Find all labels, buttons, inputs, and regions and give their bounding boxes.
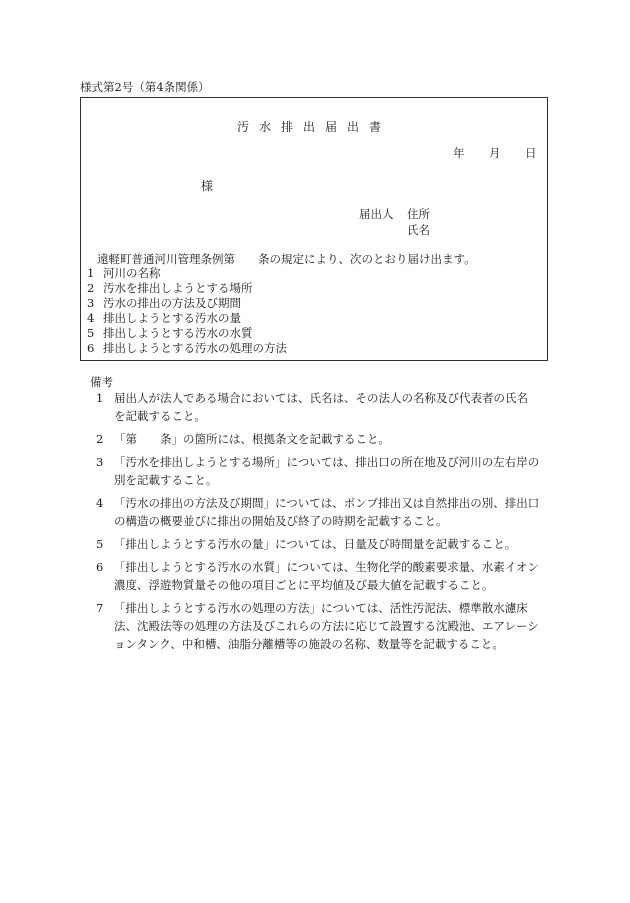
note-text: 届出人が法人である場合においては、氏名は、その法人の名称及び代表者の氏名を記載すること。 bbox=[114, 391, 528, 423]
note-number: 7 bbox=[96, 601, 104, 615]
note-item bbox=[90, 558, 550, 594]
notification-form-box bbox=[80, 97, 548, 361]
date-year-label: 年 bbox=[453, 146, 465, 160]
note-item bbox=[90, 430, 550, 448]
form-title: 汚水排出届出書 bbox=[236, 120, 391, 134]
form-item-list bbox=[87, 266, 287, 356]
date-day-label: 日 bbox=[525, 146, 537, 160]
note-number: 1 bbox=[96, 391, 104, 405]
applicant-address-label: 住所 bbox=[407, 207, 430, 221]
applicant-label: 届出人 bbox=[359, 207, 394, 221]
note-number: 5 bbox=[96, 537, 104, 551]
note-number: 6 bbox=[96, 560, 104, 574]
note-text: 「汚水を排出しようとする場所」については、排出口の所在地及び河川の左右岸の別を記載すること。 bbox=[114, 455, 540, 487]
form-item: 2 汚水を排出しようとする場所 bbox=[87, 281, 253, 295]
note-item bbox=[90, 535, 550, 553]
intro-statement: 遠軽町普通河川管理条例第 条の規定により、次のとおり届け出ます。 bbox=[97, 252, 476, 266]
note-text: 「排出しようとする汚水の処理の方法」については、活性汚泥法、標準散水濾床法、沈殿法等の処理の方法及びこれらの方法に応じて設置する沈殿池、エアレーションタンク、中和槽、油脂分離槽等の施設の名称、数量等を記載すること。 bbox=[114, 601, 539, 651]
note-text: 「排出しようとする汚水の量」については、日量及び時間量を記載すること。 bbox=[114, 537, 517, 551]
note-text: 「排出しようとする汚水の水質」については、生物化学的酸素要求量、水素イオン濃度、浮遊物質量その他の項目ごとに平均値及び最大値を記載すること。 bbox=[114, 560, 539, 592]
form-number-label: 様式第2号（第4条関係） bbox=[80, 80, 210, 94]
note-item bbox=[90, 453, 550, 489]
note-number: 4 bbox=[96, 496, 104, 510]
form-item: 1 河川の名称 bbox=[87, 266, 161, 280]
note-item bbox=[90, 389, 550, 425]
notes-list bbox=[90, 389, 550, 653]
applicant-name-label: 氏名 bbox=[407, 223, 430, 237]
addressee-suffix: 様 bbox=[201, 179, 214, 193]
form-item: 3 汚水の排出の方法及び期間 bbox=[87, 296, 241, 310]
note-number: 2 bbox=[96, 432, 104, 446]
note-number: 3 bbox=[96, 455, 104, 469]
notes-heading: 備考 bbox=[90, 375, 113, 389]
form-item: 6 排出しようとする汚水の処理の方法 bbox=[87, 341, 287, 355]
form-item: 4 排出しようとする汚水の量 bbox=[87, 311, 241, 325]
date-month-label: 月 bbox=[489, 146, 501, 160]
note-item bbox=[90, 599, 550, 653]
note-text: 「第 条」の箇所には、根拠条文を記載すること。 bbox=[114, 432, 390, 446]
note-item bbox=[90, 494, 550, 530]
form-item: 5 排出しようとする汚水の水質 bbox=[87, 326, 253, 340]
note-text: 「汚水の排出の方法及び期間」については、ポンプ排出又は自然排出の別、排出口の構造の概要並びに排出の開始及び終了の時期を記載すること。 bbox=[114, 496, 540, 528]
